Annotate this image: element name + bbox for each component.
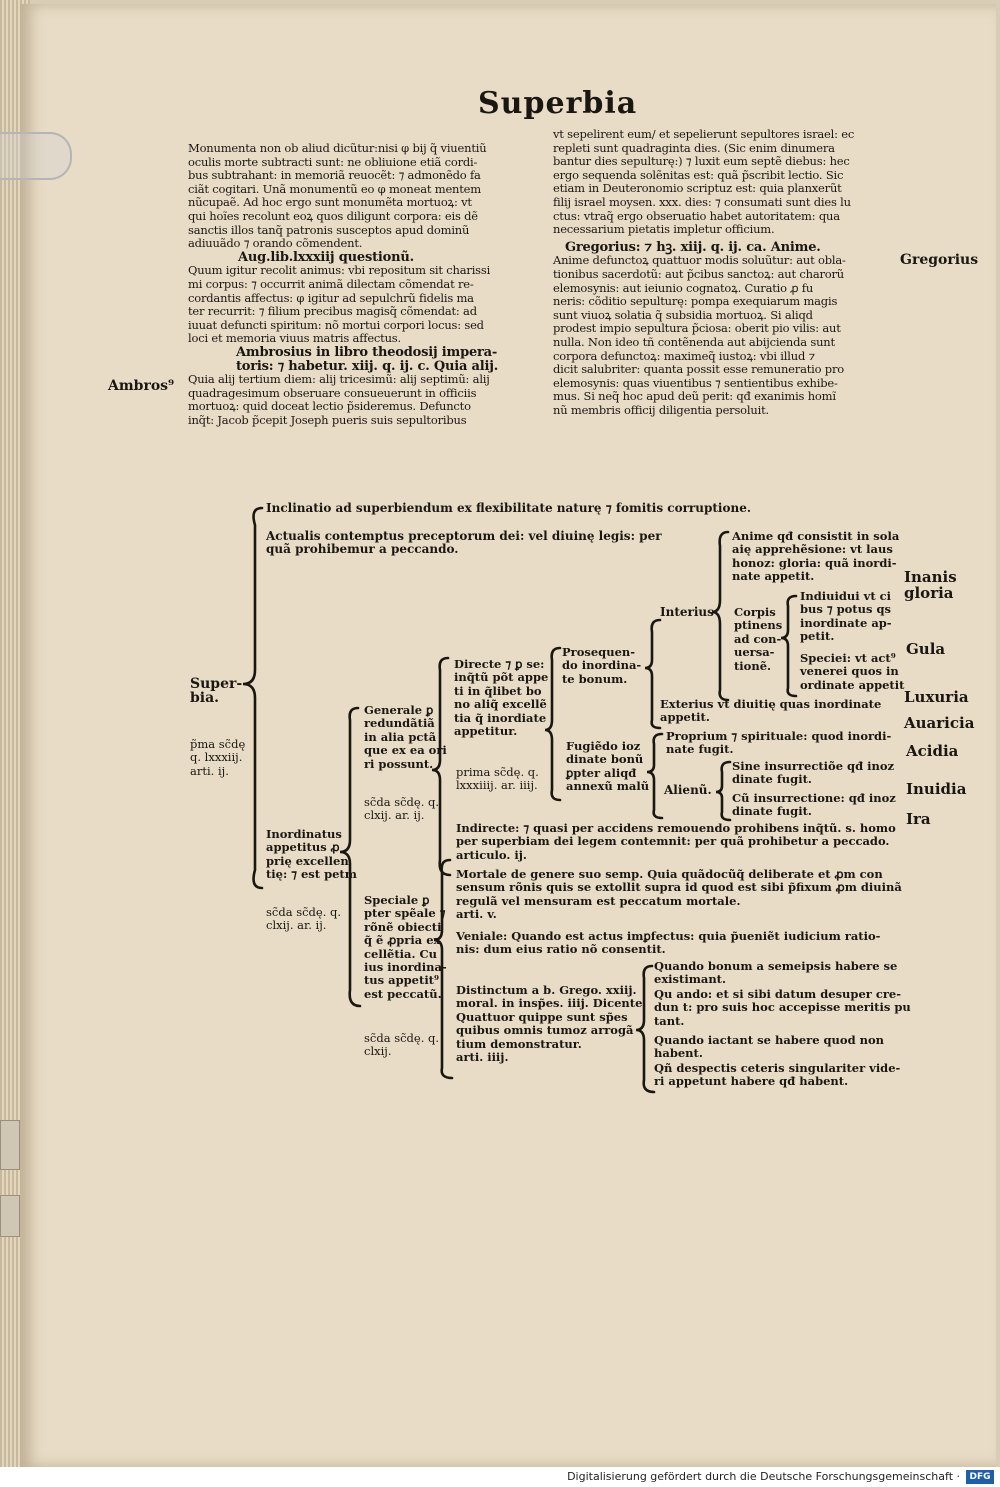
text-line: appetitur. [454, 724, 518, 739]
text-line: vt sepelirent eum/ et sepelierunt sepultores israel: ec [553, 127, 855, 141]
text-line: Anime qđ consistit in sola [732, 529, 900, 543]
tree-root-reference [190, 738, 245, 778]
text-line: sunt viuoꝝ solatia q̃ subsidia mortuoꝝ. Si aliqd [553, 307, 813, 322]
text-line: Cũ insurrectione: qđ inoz [732, 791, 896, 805]
tree-anime [732, 530, 899, 584]
text-line: ti in q̃libet bo [454, 683, 542, 698]
tree-quando-1 [654, 960, 897, 987]
text-line: adiuuãdo ⁊ orando cõmendent. [188, 236, 363, 251]
tree-directe [454, 658, 548, 738]
text-line: te bonum. [562, 671, 628, 686]
text-line: ctus: vtraq̃ ergo obseruatio habet autoritatem: qua [553, 208, 840, 223]
text-line: Exterius vt diuitię quas inordinate [660, 697, 882, 711]
text-line: tium demonstratur. [456, 1036, 582, 1051]
sin-auaricia: Auaricia [904, 714, 975, 732]
tree-speciale [364, 894, 447, 1001]
text-line: Sine insurrectiõe qđ inoz [732, 759, 895, 773]
text-line: mi corpus: ⁊ occurrit animã dilectam cõmendat re- [188, 276, 474, 291]
text-line: necessarium pietatis impletur officium. [553, 222, 775, 237]
text-line: Speciei: vt act⁹ [800, 651, 896, 665]
tree-cum-insurrectione [732, 792, 896, 819]
text-line: Quando bonum a semeipsis habere se [654, 959, 898, 973]
text-line: mortuoꝝ: quid doceat lectio p̃sideremus. Defuncto [188, 399, 471, 414]
text-line: aię apprehẽsione: vt laus [732, 542, 893, 557]
tree-interius: Interius [660, 605, 714, 619]
text-line: Actualis contemptus preceptorum dei: vel diuinę legis: per [266, 529, 662, 543]
tree-generale-reference [364, 796, 439, 823]
text-line: sanctis illos tanq̃ patronis susceptos apud dominũ [188, 222, 470, 237]
text-line: iuuat defuncti spiritum: nõ mortui corpori locus: sed [188, 317, 484, 332]
tree-indirecte [456, 822, 896, 862]
text-line: qui hoĩes recolunt eoꝝ quos diligunt corpora: eis dẽ [188, 208, 478, 223]
tree-inordinatus-reference [266, 906, 341, 933]
text-line: ius inordina- [364, 960, 447, 975]
text-line: arti. v. [456, 907, 497, 922]
text-line: tia q̃ inordiate [454, 710, 547, 725]
text-line: cellẽtia. Cu [364, 946, 438, 961]
page-title: Superbia [478, 86, 638, 121]
text-line: loci et memoria viuus matris affectus. [188, 331, 401, 346]
sin-luxuria: Luxuria [904, 688, 969, 706]
text-line: arti. iiij. [456, 1050, 509, 1065]
dfg-logo: DFG [966, 1470, 994, 1484]
text-line: in alia pctã [364, 729, 437, 744]
text-line: Speciale ꝑ [364, 893, 430, 907]
sin-ira: Ira [906, 810, 931, 828]
text-line: sensum rõnis quis se extollit supra id quod est sibi p̃fixum ꝓm diuinã [456, 880, 902, 895]
margin-note-gregorius: Gregorius [900, 252, 979, 268]
text-line: nũ membris officij diligentia persoluit. [553, 402, 769, 417]
text-line: bia. [190, 690, 220, 706]
text-line: Quando iactant se habere quod non [654, 1033, 885, 1047]
sin-acidia: Acidia [906, 742, 959, 760]
sin-inuidia: Inuidia [906, 780, 967, 798]
text-line: Quum igitur recolit animus: vbi repositum sit charissi [188, 263, 491, 278]
text-line: ri appetunt habere qđ habent. [654, 1074, 849, 1089]
tree-inordinatus [266, 828, 357, 882]
text-line: oculis morte subtracti sunt: ne obliuione etiã cordi- [188, 154, 478, 169]
text-line: do inordina- [562, 658, 642, 673]
brace-prosequendo [645, 620, 660, 728]
text-line: mus. Si neq̃ hoc apud deũ perit: qđ exanimis homĩ [553, 389, 836, 404]
text-line: lxxxiiij. ar. iiij. [456, 778, 538, 793]
text-line: repleti sunt quadraginta dies. (Sic enim dinumera [553, 140, 835, 155]
sin-gula: Gula [906, 640, 946, 658]
text-line: appetitus ꝓ [266, 840, 340, 855]
text-line: Qñ despectis ceteris singulariter vide- [654, 1061, 901, 1075]
text-line: q̃ ẽ ꝓpria ex [364, 933, 441, 948]
text-line: Directe ⁊ ꝑ se: [454, 657, 545, 671]
text-line: moral. in insp̃es. iiij. Dicente [456, 996, 643, 1011]
text-line: sc̃da sc̃dę. q. [364, 1031, 440, 1045]
text-line: nũcupaẽ. Ad hoc ergo sunt monumẽta mortuoꝝ: vt [188, 195, 472, 210]
tree-directe-reference [456, 766, 539, 793]
text-line: habent. [654, 1046, 703, 1061]
text-line: corpora defunctoꝝ: maximeq̃ iustoꝝ: vbi illud ⁊ [553, 348, 815, 363]
text-line: nate fugit. [666, 742, 734, 757]
text-line: que ex ea ori [364, 743, 447, 758]
tree-alienum: Alienũ. [664, 783, 712, 797]
tree-mortale [456, 868, 902, 922]
text-line: clxij. ar. ij. [364, 808, 425, 823]
text-line: sc̃da sc̃dę. q. [364, 795, 440, 809]
text-line: ptinens [734, 618, 783, 633]
text-line: ciãt cogitari. Unã monumentũ eo φ moneat mentem [188, 181, 481, 196]
text-line: Distinctum a b. Grego. xxiij. [456, 983, 637, 997]
text-line: appetit. [660, 710, 710, 725]
text-line: tionẽ. [734, 658, 772, 673]
text-line: inq̃t: Jacob p̃cepit Joseph pueris suis sepultoribus [188, 412, 467, 427]
tree-proprium [666, 730, 891, 757]
text-line: inq̃tũ põt appe [454, 670, 549, 685]
text-line: uersa- [734, 645, 775, 660]
text-line: ter recurrit: ⁊ filium precibus magisq̃ cõmendat: ad [188, 304, 477, 319]
left-heading-augustine: Aug.lib.lxxxiij questionũ. [238, 249, 414, 265]
text-line: ergo sequenda solẽnitas est: quã p̃scribit lectio. Sic [553, 167, 844, 182]
text-line: ꝑpter aliqđ [566, 765, 637, 780]
tree-generale [364, 704, 447, 771]
text-line: arti. ij. [190, 763, 229, 778]
text-line: Indirecte: ⁊ quasi per accidens remouendo prohibens inq̃tũ. s. homo [456, 821, 896, 835]
text-line: ordinate appetit [800, 677, 905, 692]
text-line: pter spẽale ⁊ [364, 906, 446, 921]
text-line: quã prohibemur a peccando. [266, 542, 459, 557]
tree-quando-4 [654, 1062, 900, 1089]
text-line: articulo. ij. [456, 847, 527, 862]
text-line: honoz: gloria: quã inordi- [732, 555, 897, 570]
text-line: Ambrosius in libro theodosij impera- [236, 344, 498, 360]
text-line: dun t: pro suis hoc accepisse meritis pu [654, 1000, 911, 1015]
text-line: Fugiẽdo ioz [566, 739, 641, 753]
tree-actualis [266, 530, 662, 557]
text-line: prima sc̃dę. q. [456, 765, 539, 779]
footer-credit: Digitalisierung gefördert durch die Deutsche Forschungsgemeinschaft · [567, 1470, 960, 1483]
tree-corporis [734, 606, 782, 673]
tree-sine-insurrectione [732, 760, 894, 787]
text-line: annexũ malũ [566, 779, 650, 794]
sin-gloria: gloria [904, 584, 954, 602]
text-line: Generale ꝑ [364, 703, 434, 717]
text-line: quibus omnis tumoz arrogã [456, 1023, 634, 1038]
text-line: est peccatũ. [364, 986, 442, 1001]
text-line: ad con- [734, 631, 782, 646]
text-line: p̃ma sc̃dę [190, 737, 246, 751]
text-line: tant. [654, 1013, 685, 1028]
tree-root [190, 677, 242, 705]
text-line: per superbiam dei legem contemnit: per quã prohibetur a peccado. [456, 834, 890, 849]
tree-prosequendo [562, 646, 641, 686]
tree-speciale-reference [364, 1032, 439, 1059]
text-line: filij israel moysen. xxx. dies: ⁊ consumati sunt dies lu [553, 194, 851, 209]
brace-alienum [716, 762, 730, 820]
text-line: inordinate ap- [800, 615, 892, 630]
tree-fugiendo [566, 740, 649, 794]
tree-exterius [660, 698, 881, 725]
text-line: Prosequen- [562, 645, 636, 659]
text-line: Qu ando: et si sibi datum desuper cre- [654, 987, 901, 1001]
text-line: clxij. [364, 1044, 392, 1059]
text-line: Super- [190, 676, 243, 692]
tree-inclinatio: Inclinatio ad superbiendum ex flexibilitate naturę ⁊ fomitis corruptione. [266, 501, 752, 515]
text-line: clxij. ar. ij. [266, 918, 327, 933]
text-line: tię: ⁊ est petm [266, 867, 357, 882]
brace-fugiendo [647, 734, 662, 818]
text-line: toris: ⁊ habetur. xiij. q. ij. c. Quia alij. [236, 358, 499, 374]
text-line: bus subtrahant: in memoriã reuocẽt: ⁊ admonẽdo fa [188, 168, 481, 183]
brace-interius [712, 532, 728, 700]
text-line: Monumenta non ob aliud dicũtur:nisi φ bij q̃ viuentiũ [188, 141, 487, 155]
text-line: ri possunt. [364, 756, 434, 771]
text-line: Corpis [734, 605, 776, 619]
tree-speciei [800, 652, 904, 692]
right-heading-gregorius: Gregorius: ⁊ hꝫ. xiij. q. ij. ca. Anime. [565, 239, 821, 255]
text-line: prodest impio sepultura p̃ciosa: oberit pio vilis: aut [553, 321, 841, 336]
tree-quando-3 [654, 1034, 884, 1061]
text-line: dinate fugit. [732, 772, 812, 787]
text-line: dinate fugit. [732, 804, 812, 819]
text-line: quadragesimum obseruare consueuerunt in officiis [188, 385, 477, 400]
text-line: regulã vel mensuram est peccatum mortale. [456, 893, 741, 908]
text-line: prię excellen [266, 853, 349, 868]
text-line: tus appetit⁹ [364, 973, 440, 988]
text-line: dicit salubriter: quanta possit esse remuneratio pro [553, 362, 844, 377]
brace-corporis [781, 596, 796, 696]
text-line: elemosynis: aut ieiunio cognatoꝝ. Curatio ꝓ fu [553, 280, 814, 295]
text-line: venerei quos in [800, 664, 899, 679]
text-line: dinate bonũ [566, 752, 644, 767]
text-line: Quattuor quippe sunt sp̃es [456, 1009, 628, 1024]
text-line: nulla. Non ideo tñ contẽnenda aut abijcienda sunt [553, 334, 835, 349]
sin-inanis: Inanis [904, 568, 957, 586]
text-line: rõnẽ obiecti [364, 919, 442, 934]
text-line: redundãtiã [364, 716, 435, 731]
text-line: Anime defunctoꝝ quattuor modis soluũtur: aut obla- [553, 253, 846, 268]
text-line: sc̃da sc̃dę. q. [266, 905, 342, 919]
text-line: nis: dum eius ratio nõ consentit. [456, 942, 666, 957]
text-line: Quia alij tertium diem: alij tricesimũ: alij septimũ: alij [188, 372, 490, 387]
text-line: tionibus sacerdotũ: aut p̃cibus sanctoꝝ: aut charorũ [553, 266, 845, 281]
text-line: q. lxxxiij. [190, 750, 243, 765]
text-line: petit. [800, 629, 835, 644]
text-line: etiam in Deuteronomio scriptuz est: quia planxerũt [553, 181, 842, 196]
text-line: Veniale: Quando est actus imꝑfectus: quia p̃ueniẽt iudicium ratio- [456, 929, 881, 943]
text-line: bus ⁊ potus qs [800, 602, 891, 617]
text-line: elemosynis: quas viuentibus ⁊ sentientibus exhibe- [553, 375, 838, 390]
margin-note-ambrosius: Ambros⁹ [108, 378, 175, 394]
text-line: no aliq̃ excellẽ [454, 697, 547, 712]
text-line: Proprium ⁊ spirituale: quod inordi- [666, 729, 892, 743]
text-line: bantur dies sepulturę:) ⁊ luxit eum septẽ diebus: hec [553, 154, 850, 169]
tree-individui [800, 590, 892, 644]
tree-distinctum [456, 984, 642, 1064]
text-line: Inordinatus [266, 827, 342, 841]
text-line: cordantis affectus: φ igitur ad sepulchrũ fidelis ma [188, 290, 474, 305]
text-line: Indiuidui vt ci [800, 589, 892, 603]
tree-veniale [456, 930, 880, 957]
text-line: nate appetit. [732, 569, 815, 584]
footer-bar [0, 1467, 1000, 1487]
text-line: neris: cõditio sepulturę: pompa exequiarum magis [553, 294, 838, 309]
text-line: existimant. [654, 972, 726, 987]
text-line: Mortale de genere suo semp. Quia quãdocũq̃ deliberate et ꝓm con [456, 867, 883, 881]
brace-root [243, 508, 262, 888]
tree-quando-2 [654, 988, 911, 1028]
